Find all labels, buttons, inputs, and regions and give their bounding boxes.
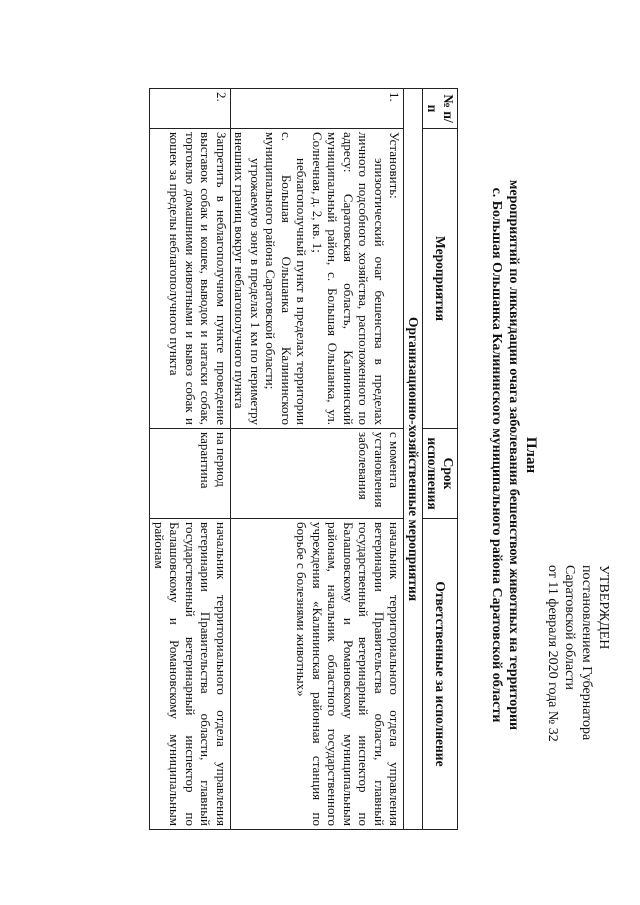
table-row [150, 89, 231, 830]
measure-paragraph: Запретить в неблагополучном пункте проведение выставок собак и кошек, выводок и натаски собак, торговлю домашними животными и вывоз собак и кошек за пределы неблагополучного пункта [167, 132, 229, 425]
title-location: с. Большая Ольшанка Калининского муниципального района Саратовской области [489, 187, 504, 723]
approval-line: от 11 февраля 2020 года № 32 [545, 565, 560, 742]
row-term: на период карантина [150, 429, 231, 519]
row-responsible: начальник территориального отдела управления ветеринарии Правительства области, главный государственный ветеринарный инспектор по Балашовскому и Романовскому муниципальным районам, начальник областного государственного учреждения «Калининская районная станция по борьбе с болезнями животных» [231, 519, 405, 830]
measure-paragraph: угрожаемую зону в пределах 1 км по периметру внешних границ вокруг неблагополучного пункта [232, 132, 263, 425]
header-measures: Мероприятия [423, 129, 458, 429]
measure-intro: Установить: [387, 132, 403, 199]
row-responsible: начальник территориального отдела управления ветеринарии Правительства области, главный государственный ветеринарный инспектор по Балашовскому и Романовскому муниципальным районам [150, 519, 231, 830]
approval-line: Саратовской области [562, 565, 577, 690]
title-plan: План [523, 436, 539, 474]
header-term: Срок исполнения [423, 429, 458, 519]
row-measure [150, 129, 231, 429]
row-measure [231, 129, 405, 429]
row-term: с момента установления заболевания [231, 429, 405, 519]
approval-line: постановлением Губернатора [579, 565, 594, 741]
table-row [231, 89, 405, 830]
approval-stamp [544, 565, 612, 865]
header-responsible: Ответственные за исполнение [423, 519, 458, 830]
header-num: № п/п [423, 89, 458, 129]
document-title [488, 40, 540, 870]
section-row [404, 89, 423, 830]
measures-table [150, 88, 459, 830]
table-header-row [423, 89, 458, 830]
row-number: 2. [150, 89, 231, 129]
measure-paragraph: эпизоотический очаг бешенства в пределах личного подсобного хозяйства, расположенного по адресу: Саратовская область, Калининский муниципальный район, с. Большая Ольшанка, ул. Солнечная, д. 2, кв. 1; [310, 132, 387, 425]
row-number: 1. [231, 89, 405, 129]
measure-paragraph: неблагополучный пункт в пределах территории с. Большая Ольшанка Калининского муниципального района Саратовской области; [263, 132, 310, 425]
title-subject: мероприятий по ликвидации очага заболевания бешенством животных на территории [506, 179, 521, 731]
approval-line: УТВЕРЖДЕН [596, 565, 611, 650]
section-title: Организационно-хозяйственные мероприятия [404, 89, 423, 830]
